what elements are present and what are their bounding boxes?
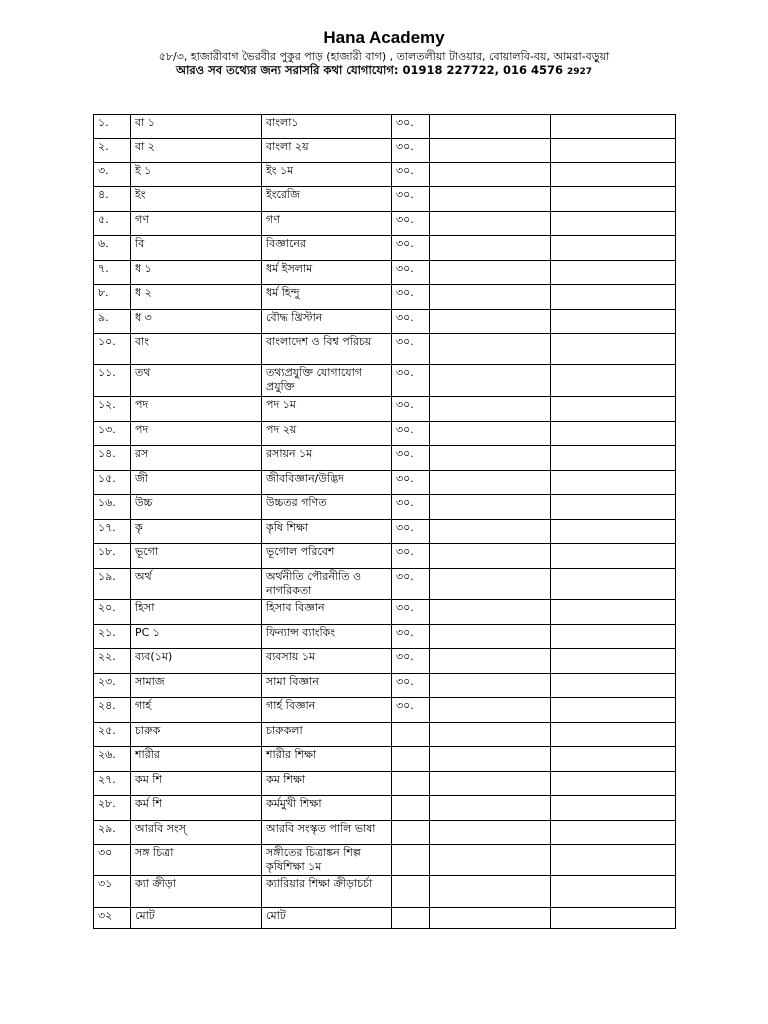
cell-blank-1: [430, 649, 551, 674]
cell-subject-name: ইং ১ম: [262, 163, 392, 187]
table-row: [94, 544, 676, 569]
cell-blank-2: [551, 495, 676, 520]
cell-blank-2: [551, 544, 676, 569]
cell-subject-code: শারীর: [131, 747, 262, 772]
table-row: [94, 334, 676, 365]
cell-serial: ৯.: [94, 310, 131, 334]
cell-subject-name: বিজ্ঞানের: [262, 236, 392, 261]
table-row: [94, 310, 676, 334]
cell-blank-2: [551, 908, 676, 929]
cell-serial: ২৫.: [94, 723, 131, 747]
cell-subject-code: সঙ্গ চিত্রা: [131, 845, 262, 876]
cell-blank-2: [551, 187, 676, 212]
table-row: [94, 625, 676, 649]
cell-subject-code: পদ: [131, 422, 262, 446]
table-row: [94, 908, 676, 929]
cell-marks: [392, 908, 430, 929]
cell-serial: ১৬.: [94, 495, 131, 520]
cell-subject-code: ইং: [131, 187, 262, 212]
cell-blank-2: [551, 397, 676, 422]
cell-subject-code: বা ২: [131, 139, 262, 163]
cell-blank-1: [430, 471, 551, 495]
cell-subject-name: গার্হ বিজ্ঞান: [262, 698, 392, 723]
cell-blank-2: [551, 471, 676, 495]
cell-serial: ৩১: [94, 876, 131, 908]
cell-marks: [392, 723, 430, 747]
institution-title: Hana Academy: [323, 28, 445, 47]
cell-serial: ২২.: [94, 649, 131, 674]
cell-marks: ৩০.: [392, 520, 430, 544]
cell-blank-2: [551, 139, 676, 163]
cell-subject-name: বাংলা১: [262, 115, 392, 139]
cell-blank-1: [430, 365, 551, 397]
table-row: [94, 520, 676, 544]
cell-marks: ৩০.: [392, 334, 430, 365]
cell-subject-name: আরবি সংস্কৃত পালি ভাষা: [262, 821, 392, 845]
cell-subject-code: PC ১: [131, 625, 262, 649]
cell-marks: ৩০.: [392, 649, 430, 674]
cell-blank-2: [551, 821, 676, 845]
cell-blank-2: [551, 334, 676, 365]
table-row: [94, 698, 676, 723]
table-row: [94, 163, 676, 187]
table-row: [94, 821, 676, 845]
cell-subject-code: হিসা: [131, 600, 262, 625]
cell-blank-2: [551, 285, 676, 310]
cell-serial: ১১.: [94, 365, 131, 397]
cell-blank-2: [551, 212, 676, 236]
table-row: [94, 115, 676, 139]
cell-marks: ৩০.: [392, 236, 430, 261]
cell-serial: ২৮.: [94, 796, 131, 821]
table-row: [94, 139, 676, 163]
cell-marks: ৩০.: [392, 674, 430, 698]
cell-marks: ৩০.: [392, 310, 430, 334]
cell-blank-1: [430, 698, 551, 723]
cell-subject-name: বাংলা ২য়: [262, 139, 392, 163]
cell-subject-code: পদ: [131, 397, 262, 422]
cell-marks: ৩০.: [392, 285, 430, 310]
cell-marks: ৩০.: [392, 544, 430, 569]
cell-blank-2: [551, 876, 676, 908]
cell-serial: ৩০: [94, 845, 131, 876]
contact-numbers: 01918 227722, 016 4576: [402, 63, 563, 77]
cell-subject-code: ভূগো: [131, 544, 262, 569]
cell-marks: ৩০.: [392, 600, 430, 625]
cell-serial: ৮.: [94, 285, 131, 310]
cell-subject-name: কৃষি শিক্ষা: [262, 520, 392, 544]
cell-blank-2: [551, 569, 676, 600]
cell-subject-name: সামা বিজ্ঞান: [262, 674, 392, 698]
table-row: [94, 747, 676, 772]
cell-blank-1: [430, 796, 551, 821]
cell-blank-1: [430, 115, 551, 139]
cell-blank-1: [430, 908, 551, 929]
cell-marks: [392, 821, 430, 845]
cell-subject-code: জী: [131, 471, 262, 495]
cell-subject-code: ব্যব(১ম): [131, 649, 262, 674]
table-row: [94, 471, 676, 495]
cell-serial: ১.: [94, 115, 131, 139]
cell-subject-name: উচ্চতর গণিত: [262, 495, 392, 520]
cell-subject-name: মোট: [262, 908, 392, 929]
cell-blank-2: [551, 625, 676, 649]
cell-subject-name: ভূগোল পরিবেশ: [262, 544, 392, 569]
cell-serial: ২.: [94, 139, 131, 163]
cell-blank-2: [551, 723, 676, 747]
cell-blank-1: [430, 187, 551, 212]
cell-serial: ১৩.: [94, 422, 131, 446]
cell-blank-1: [430, 495, 551, 520]
table-row: [94, 723, 676, 747]
institution-address: ৫৮/৩, হাজারীবাগ ভৈরবীর পুকুর পাড় (হাজারী বাগ) , তালতলীয়া টাওয়ার, বোয়ালবি-বয়, আমরা-বড়ুয়া: [158, 50, 610, 63]
cell-subject-code: ক্যা ক্রীড়া: [131, 876, 262, 908]
cell-serial: ২৬.: [94, 747, 131, 772]
contact-label: আরও সব তথ্যের জন্য সরাসরি কথা যোগাযোগ:: [175, 63, 399, 77]
cell-serial: ১০.: [94, 334, 131, 365]
cell-marks: ৩০.: [392, 495, 430, 520]
cell-subject-name: শারীর শিক্ষা: [262, 747, 392, 772]
cell-subject-code: কর্ম শি: [131, 796, 262, 821]
cell-blank-2: [551, 236, 676, 261]
cell-subject-name: হিসাব বিজ্ঞান: [262, 600, 392, 625]
cell-blank-2: [551, 772, 676, 796]
cell-serial: ৪.: [94, 187, 131, 212]
cell-serial: ২৪.: [94, 698, 131, 723]
cell-blank-1: [430, 600, 551, 625]
table-row: [94, 796, 676, 821]
subject-table-body: [94, 115, 676, 929]
cell-blank-2: [551, 310, 676, 334]
cell-subject-name: বাংলাদেশ ও বিশ্ব পরিচয়: [262, 334, 392, 365]
cell-blank-1: [430, 163, 551, 187]
cell-blank-1: [430, 544, 551, 569]
cell-marks: ৩০.: [392, 261, 430, 285]
cell-subject-code: চারুক: [131, 723, 262, 747]
table-row: [94, 261, 676, 285]
cell-subject-code: ধ ১: [131, 261, 262, 285]
cell-marks: ৩০.: [392, 163, 430, 187]
cell-serial: ৩.: [94, 163, 131, 187]
contact-line: [90, 63, 678, 79]
cell-blank-1: [430, 723, 551, 747]
table-row: [94, 236, 676, 261]
cell-serial: ৬.: [94, 236, 131, 261]
cell-blank-2: [551, 600, 676, 625]
cell-blank-2: [551, 845, 676, 876]
cell-subject-code: ই ১: [131, 163, 262, 187]
cell-subject-code: কৃ: [131, 520, 262, 544]
cell-marks: ৩০.: [392, 569, 430, 600]
cell-serial: ১৯.: [94, 569, 131, 600]
cell-serial: ১৭.: [94, 520, 131, 544]
cell-marks: ৩০.: [392, 187, 430, 212]
cell-serial: ৭.: [94, 261, 131, 285]
cell-subject-code: বাং: [131, 334, 262, 365]
cell-marks: ৩০.: [392, 698, 430, 723]
cell-blank-2: [551, 520, 676, 544]
cell-marks: ৩০.: [392, 422, 430, 446]
cell-marks: ৩০.: [392, 625, 430, 649]
cell-marks: ৩০.: [392, 212, 430, 236]
cell-serial: ১৫.: [94, 471, 131, 495]
cell-blank-1: [430, 674, 551, 698]
cell-subject-code: মোট: [131, 908, 262, 929]
cell-blank-2: [551, 674, 676, 698]
cell-serial: ৩২: [94, 908, 131, 929]
table-row: [94, 649, 676, 674]
cell-subject-name: গণ: [262, 212, 392, 236]
contact-small: 2927: [566, 67, 593, 77]
cell-blank-1: [430, 772, 551, 796]
cell-subject-name: ইংরেজি: [262, 187, 392, 212]
cell-subject-name: চারুকলা: [262, 723, 392, 747]
cell-blank-1: [430, 845, 551, 876]
table-row: [94, 422, 676, 446]
cell-blank-1: [430, 139, 551, 163]
cell-blank-1: [430, 747, 551, 772]
cell-marks: ৩০.: [392, 139, 430, 163]
cell-subject-name: সঙ্গীতের চিত্রাঙ্কন শিল্প কৃষিশিক্ষা ১ম: [262, 845, 392, 876]
cell-subject-code: গণ: [131, 212, 262, 236]
table-row: [94, 285, 676, 310]
cell-subject-name: কম শিক্ষা: [262, 772, 392, 796]
cell-subject-name: ধর্ম ইসলাম: [262, 261, 392, 285]
table-row: [94, 845, 676, 876]
cell-subject-code: উচ্চ: [131, 495, 262, 520]
subject-table: [93, 114, 676, 929]
cell-subject-code: কম শি: [131, 772, 262, 796]
cell-marks: [392, 876, 430, 908]
cell-blank-2: [551, 649, 676, 674]
cell-blank-2: [551, 422, 676, 446]
cell-blank-1: [430, 236, 551, 261]
cell-blank-1: [430, 261, 551, 285]
cell-subject-name: অর্থনীতি পৌরনীতি ও নাগরিকতা: [262, 569, 392, 600]
cell-subject-name: ব্যবসায় ১ম: [262, 649, 392, 674]
cell-blank-2: [551, 698, 676, 723]
cell-blank-2: [551, 261, 676, 285]
table-row: [94, 674, 676, 698]
cell-blank-2: [551, 747, 676, 772]
cell-subject-name: পদ ২য়: [262, 422, 392, 446]
table-row: [94, 365, 676, 397]
cell-subject-name: পদ ১ম: [262, 397, 392, 422]
cell-marks: ৩০.: [392, 471, 430, 495]
cell-subject-name: জীববিজ্ঞান/উদ্ভিদ: [262, 471, 392, 495]
table-row: [94, 495, 676, 520]
cell-subject-name: ধর্ম হিন্দু: [262, 285, 392, 310]
table-row: [94, 397, 676, 422]
cell-subject-code: বা ১: [131, 115, 262, 139]
cell-blank-1: [430, 422, 551, 446]
cell-marks: [392, 772, 430, 796]
cell-marks: [392, 747, 430, 772]
cell-subject-code: ধ ৩: [131, 310, 262, 334]
cell-serial: ২৭.: [94, 772, 131, 796]
cell-blank-1: [430, 334, 551, 365]
cell-marks: [392, 845, 430, 876]
cell-blank-2: [551, 163, 676, 187]
cell-marks: [392, 796, 430, 821]
cell-blank-1: [430, 821, 551, 845]
cell-blank-1: [430, 310, 551, 334]
table-row: [94, 187, 676, 212]
cell-serial: ১২.: [94, 397, 131, 422]
cell-marks: ৩০.: [392, 115, 430, 139]
cell-subject-code: অর্থ: [131, 569, 262, 600]
cell-blank-2: [551, 115, 676, 139]
cell-marks: ৩০.: [392, 446, 430, 471]
table-row: [94, 876, 676, 908]
cell-serial: ২৯.: [94, 821, 131, 845]
cell-marks: ৩০.: [392, 397, 430, 422]
table-row: [94, 569, 676, 600]
table-row: [94, 600, 676, 625]
cell-subject-name: রসায়ন ১ম: [262, 446, 392, 471]
document-header: [90, 28, 678, 79]
cell-serial: ১৮.: [94, 544, 131, 569]
cell-subject-name: বৌদ্ধ খ্রিস্টান: [262, 310, 392, 334]
cell-subject-name: ফিন্যান্স ব্যাংকিং: [262, 625, 392, 649]
cell-subject-code: সামাজ: [131, 674, 262, 698]
table-row: [94, 772, 676, 796]
cell-blank-2: [551, 796, 676, 821]
cell-serial: ২৩.: [94, 674, 131, 698]
cell-blank-1: [430, 625, 551, 649]
cell-subject-code: আরবি সংস্: [131, 821, 262, 845]
cell-blank-1: [430, 397, 551, 422]
cell-subject-name: ক্যারিয়ার শিক্ষা ক্রীড়াচর্চা: [262, 876, 392, 908]
cell-blank-1: [430, 876, 551, 908]
cell-subject-name: কর্মমুখী শিক্ষা: [262, 796, 392, 821]
cell-serial: ২০.: [94, 600, 131, 625]
cell-blank-1: [430, 285, 551, 310]
cell-serial: ৫.: [94, 212, 131, 236]
table-row: [94, 446, 676, 471]
cell-serial: ২১.: [94, 625, 131, 649]
table-row: [94, 212, 676, 236]
cell-blank-1: [430, 446, 551, 471]
cell-blank-1: [430, 520, 551, 544]
cell-subject-code: ধ ২: [131, 285, 262, 310]
cell-subject-name: তথ্যপ্রযুক্তি যোগাযোগ প্রযুক্তি: [262, 365, 392, 397]
cell-blank-1: [430, 569, 551, 600]
cell-blank-2: [551, 365, 676, 397]
cell-subject-code: তথ: [131, 365, 262, 397]
cell-blank-1: [430, 212, 551, 236]
cell-serial: ১৪.: [94, 446, 131, 471]
cell-subject-code: গার্হ: [131, 698, 262, 723]
cell-blank-2: [551, 446, 676, 471]
cell-marks: ৩০.: [392, 365, 430, 397]
cell-subject-code: রস: [131, 446, 262, 471]
cell-subject-code: বি: [131, 236, 262, 261]
